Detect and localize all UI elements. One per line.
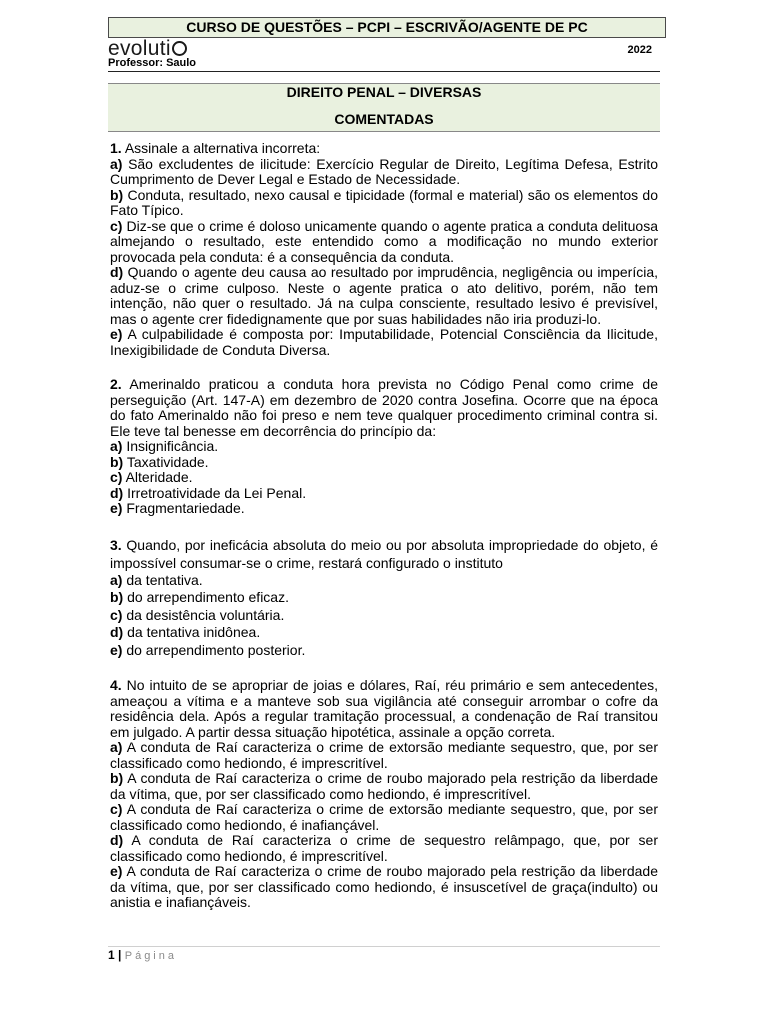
option-text: A conduta de Raí caracteriza o crime de roubo majorado pela restrição da liberdade da vítima, que, por ser classificado como hediondo, é insuscetível de graça(indulto) ou anistia e inafiançáveis. xyxy=(110,863,658,910)
option-text: da tentativa. xyxy=(126,571,203,588)
option-e xyxy=(110,327,658,358)
option-letter: e) xyxy=(110,500,123,516)
option-d xyxy=(110,265,658,327)
page-footer xyxy=(108,948,177,962)
logo-text: evoluti xyxy=(108,37,171,60)
option-letter: b) xyxy=(110,186,124,203)
option-text: Conduta, resultado, nexo causal e tipicidade (formal e material) são os elementos do Fato Típico. xyxy=(110,186,658,218)
option-d xyxy=(110,624,658,642)
question-stem xyxy=(110,678,658,740)
option-a xyxy=(110,572,658,590)
option-letter: b) xyxy=(110,453,124,470)
question-stem xyxy=(110,377,658,439)
option-text: A conduta de Raí caracteriza o crime de roubo majorado pela restrição da liberdade da vítima, que, por ser classificado como hediondo, é imprescritível. xyxy=(110,770,658,802)
option-letter: a) xyxy=(110,739,123,755)
option-text: Diz-se que o crime é doloso unicamente quando o agente pratica a conduta delituosa almejando o resultado, este entendido como a modificação no mundo exterior provocada pela conduta: é a consequência da conduta. xyxy=(110,217,659,265)
option-c xyxy=(110,219,658,266)
option-b xyxy=(110,188,658,219)
option-text: Alteridade. xyxy=(125,469,193,485)
option-b xyxy=(110,455,658,471)
question-number: 4. xyxy=(110,677,122,693)
question-number: 1. xyxy=(110,140,122,156)
option-a xyxy=(110,740,658,771)
option-b xyxy=(110,771,658,802)
option-a xyxy=(110,439,658,455)
option-c xyxy=(110,470,658,486)
section-subtitle: COMENTADAS xyxy=(334,111,434,127)
option-letter: a) xyxy=(110,438,123,454)
question-2 xyxy=(110,377,658,517)
option-text: São excludentes de ilicitude: Exercício Regular de Direito, Legítima Defesa, Estrito Cumprimento de Dever Legal e Estado de Necessidade. xyxy=(110,155,659,187)
option-e xyxy=(110,501,658,517)
option-e xyxy=(110,642,658,660)
question-text: Quando, por ineficácia absoluta do meio ou por absoluta impropriedade do objeto, é impossível consumar-se o crime, restará configurado o instituto xyxy=(110,536,658,571)
option-letter: d) xyxy=(110,264,124,280)
section-title: DIREITO PENAL – DIVERSAS xyxy=(286,84,482,100)
option-text: do arrependimento posterior. xyxy=(126,641,306,658)
option-letter: b) xyxy=(110,589,124,605)
section-header xyxy=(108,83,660,132)
option-letter: c) xyxy=(110,217,123,234)
question-1 xyxy=(110,141,658,358)
logo-ring-icon xyxy=(172,41,187,56)
option-c xyxy=(110,607,658,625)
question-number: 2. xyxy=(110,376,122,392)
option-a xyxy=(110,157,658,188)
option-letter: d) xyxy=(110,832,124,848)
question-text: Amerinaldo praticou a conduta hora prevista no Código Penal como crime de perseguição (Art. 147-A) em dezembro de 2020 contra Josefina. Ocorre que na época do fato Amerinaldo não foi preso e nem teve qualquer procedimento criminal contra si. Ele teve tal benesse em decorrência do princípio da: xyxy=(110,376,658,439)
option-letter: a) xyxy=(110,155,123,172)
option-letter: a) xyxy=(110,571,123,588)
option-text: do arrependimento eficaz. xyxy=(127,589,289,605)
option-d xyxy=(110,486,658,502)
question-stem xyxy=(110,141,658,157)
option-letter: c) xyxy=(110,801,123,817)
question-stem xyxy=(110,536,658,572)
question-text: Assinale a alternativa incorreta: xyxy=(124,140,321,156)
option-c xyxy=(110,802,658,833)
option-text: A conduta de Raí caracteriza o crime de extorsão mediante sequestro, que, por ser classificado como hediondo, é inafiançável. xyxy=(110,801,658,833)
option-e xyxy=(110,864,658,911)
option-letter: c) xyxy=(110,469,123,485)
option-letter: e) xyxy=(110,641,123,658)
option-letter: e) xyxy=(110,863,123,879)
header-divider xyxy=(108,71,660,72)
option-letter: d) xyxy=(110,484,124,501)
option-text: da tentativa inidônea. xyxy=(127,624,261,640)
option-text: Fragmentariedade. xyxy=(126,500,245,516)
page-label: Página xyxy=(124,950,177,962)
option-b xyxy=(110,589,658,607)
option-d xyxy=(110,833,658,864)
questions-list xyxy=(110,141,658,930)
option-text: A conduta de Raí caracteriza o crime de sequestro relâmpago, que, por ser classificado como hediondo, é imprescritível. xyxy=(110,832,659,864)
question-4 xyxy=(110,678,658,911)
option-text: A culpabilidade é composta por: Imputabilidade, Potencial Consciência da Ilicitude, Inexigibilidade de Conduta Diversa. xyxy=(110,326,658,358)
option-letter: b) xyxy=(110,770,124,786)
footer-divider xyxy=(108,946,660,947)
option-text: A conduta de Raí caracteriza o crime de extorsão mediante sequestro, que, por ser classificado como hediondo, é imprescritível. xyxy=(110,739,658,771)
question-3 xyxy=(110,536,658,660)
question-text: No intuito de se apropriar de joias e dólares, Raí, réu primário e sem antecedentes, ameaçou a vítima e a manteve sob sua vigilância até conseguir arrombar o cofre da residência dela. Após a regular tramitação processual, a condenação de Raí transitou em julgado. A partir dessa situação hipotética, assinale a opção correta. xyxy=(110,677,658,740)
option-letter: d) xyxy=(110,624,124,640)
professor-label: Professor: Saulo xyxy=(108,57,197,69)
year-label: 2022 xyxy=(627,44,652,56)
page-separator: | xyxy=(118,948,122,962)
option-text: Quando o agente deu causa ao resultado por imprudência, negligência ou imperícia, aduz-se o crime culposo. Neste o agente pratica o ato delitivo, porém, não tem intenção, não quer o resultado. Já na culpa consciente, resultado lesivo é previsível, mas o agente crer fidedignamente que por suas habilidades não iria produzi-lo. xyxy=(110,264,658,327)
page-number: 1 xyxy=(108,948,115,962)
option-text: Insignificância. xyxy=(126,438,219,454)
option-letter: e) xyxy=(110,326,123,342)
option-text: Irretroatividade da Lei Penal. xyxy=(127,484,307,501)
option-text: da desistência voluntária. xyxy=(126,606,285,623)
question-number: 3. xyxy=(110,536,122,553)
course-banner: CURSO DE QUESTÕES – PCPI – ESCRIVÃO/AGENTE DE PC xyxy=(108,17,666,38)
option-letter: c) xyxy=(110,606,123,623)
option-text: Taxatividade. xyxy=(126,453,209,470)
